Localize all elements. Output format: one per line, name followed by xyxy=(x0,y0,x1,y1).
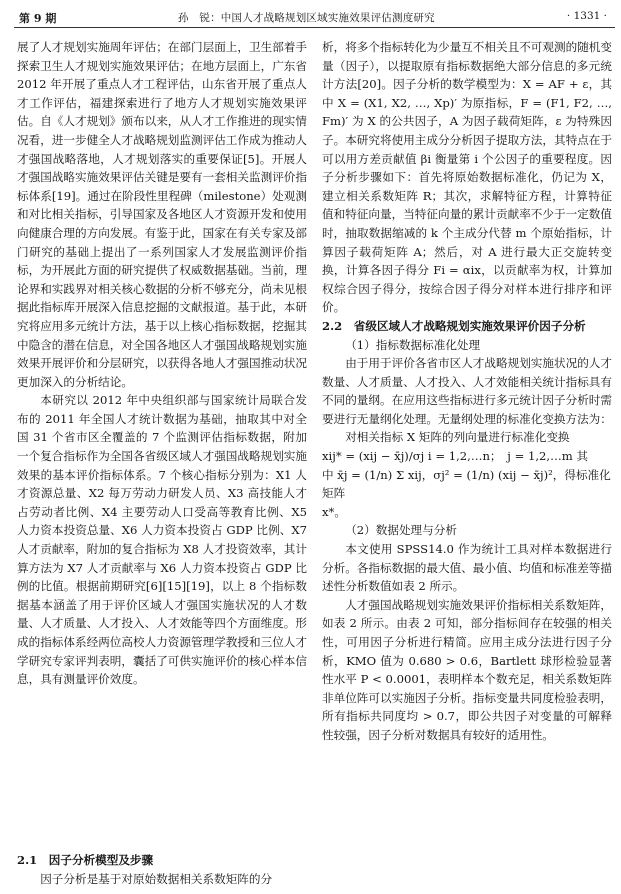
formula-line-2: 中 x̄j = (1/n) Σ xij，σj² = (1/n) (xij − x̄j)²，得标准化矩阵 xyxy=(322,467,611,501)
header-rule xyxy=(14,27,615,28)
right-paragraph-1: 析，将多个指标转化为少量互不相关且不可观测的随机变量（因子），以提取原有指标数据绝大部分信息的多元统计方法[20]。因子分析的数学模型为：X = AF + ε，其中 X = (X1, X2, …, Xp)′ 为原指标，F = (F1, F2, …, Fm)′ 为 X 的公共因子，A 为因子载荷矩阵，ε 为特殊因子。本研究将使用主成分分析因子提取方法，其特点在于可以用方差贡献值 βi 衡量第 i 个公因子的重要程度。因子分析步骤如下：首先将原始数据标准化，仍记为 X，建立相关系数矩阵 R；其次，求解特征方程，计算特征值和特征向量，当特征向量的累计贡献率不少于一定数值时，抽取数据缩减的 k 个主成分代替 m 个原始指标，计算因子载荷矩阵 A；然后，对 A 进行最大正交旋转变换，计算各因子得分 Fi = αix，以贡献率为权，计算加权综合因子得分，按综合因子得分对样本进行排序和评价。 xyxy=(322,40,612,315)
right-paragraph-4: 本文使用 SPSS14.0 作为统计工具对样本数据进行分析。各指标数据的最大值、最小值、均值和标准差等描述性分析数值如表 2 所示。 xyxy=(322,542,612,594)
formula-line-3: x*。 xyxy=(322,504,346,519)
right-column xyxy=(322,38,612,745)
left-paragraph-2: 本研究以 2012 年中央组织部与国家统计局联合发布的 2011 年全国人才统计数据为基础，抽取其中对全国 31 个省市区全覆盖的 7 个监测评估指标数据，附加一个复合指标作为全国各省级区域人才强国战略规划实施效果的基本评价指标体系。7 个核心指标分别为：X1 人才资源总量、X2 每万劳动力研发人员、X3 高技能人才占劳动者比例、X4 主要劳动人口受高等教育比例、X5 人力资本投资总量、X6 人力资本投资占 GDP 比例、X7 人才贡献率，附加的复合指标为 X8 人才投资效率，其计算方法为 X7 人才贡献率与 X6 人力资本投资占 GDP 比例的比值。根据前期研究[6][15][19]，以上 8 个指标数据基本涵盖了用于评价区域人才强国实施状况的人才数量、人才质量、人才投入、人才效能等四个方面维度。形成的指标体系经两位高校人力资源管理学教授和三位人才学研究专家评判表明，囊括了可供实施评价的核心样本信息，具有测量评价效度。 xyxy=(17,393,307,687)
left-column xyxy=(17,38,307,689)
left-last-line: 因子分析是基于对原始数据相关系数矩阵的分 xyxy=(40,872,273,886)
right-paragraph-5: 人才强国战略规划实施效果评价指标相关系数矩阵，如表 2 所示。由表 2 可知，部分指标间存在较强的相关性，可用因子分析进行精简。应用主成分法进行因子分析，KMO 值为 0.680 > 0.6，Bartlett 球形检验显著性水平 P < 0.0001，表明样本个数充足，相关系数矩阵非单位阵可以实施因子分析。指标变量共同度检验表明，所有指标共同度均 > 0.7，即公共因子对变量的可解释性较强，因子分析对数据具有较好的适用性。 xyxy=(322,597,612,742)
subheading-data-processing: （2）数据处理与分析 xyxy=(345,523,457,538)
right-paragraph-2: 由于用于评价各省市区人才战略规划实施状况的人才数量、人才质量、人才投入、人才效能相关统计指标具有不同的量纲。在应用这些指标进行多元统计因子分析时需要进行无量纲化处理。无量纲处理的标准化变换方法为： xyxy=(322,356,612,426)
right-paragraph-3: 对相关指标 X 矩阵的列向量进行标准化变换 xyxy=(345,430,570,445)
section-heading-2-2: 2.2 省级区域人才战略规划实施效果评价因子分析 xyxy=(322,318,586,333)
page-header xyxy=(0,0,621,30)
issue-number: 第 9 期 xyxy=(19,12,57,25)
formula-line-1: xij* = (xij − x̄j)/σj i = 1,2,…n； j = 1,2,…m 其 xyxy=(322,449,588,464)
running-title: 孙 锐：中国人才战略规划区域实施效果评估测度研究 xyxy=(178,12,435,24)
page-number: · 1331 · xyxy=(566,10,607,22)
left-paragraph-1: 展了人才规划实施周年评估；在部门层面上，卫生部着手探索卫生人才规划实施效果评估；在地方层面上，广东省 2012 年开展了重点人才工程评估，山东省开展了重点人才工作评估，福建探索进行了地方人才规划实施效果评估。自《人才规划》颁布以来，从人才工作推进的现实情况看，进一步健全人才战略规划监测评估工作成为推动人才强国战略落地，人才规划落实的重要保证[5]。开展人才强国战略实施效果评估关键是要有一套相关监测评价指标体系[19]。通过在阶段性里程碑（milestone）处观测和对比相关指标，引导国家及各地区人才资源开发和使用向健康合理的方向发展。有鉴于此，国家在有关专家及部门研究的基础上提出了一系列国家人才发展监测评价指标，为开展此方面的研究提供了权威数据基础。当前，理论界和实践界对相关核心数据的分析不够充分，尚未见根据此指标库开展深入信息挖掘的文献报道。基于此，本研究将应用多元统计方法，基于以上核心指标数据，挖掘其中隐含的潜在信息，对全国各地区人才强国战略规划实施效果开展评价和分层研究，以获得各地人才强国推动状况更加深入的分析结论。 xyxy=(17,40,307,389)
subheading-standardization: （1）指标数据标准化处理 xyxy=(345,337,481,352)
section-heading-2-1: 2.1 因子分析模型及步骤 xyxy=(17,853,154,867)
